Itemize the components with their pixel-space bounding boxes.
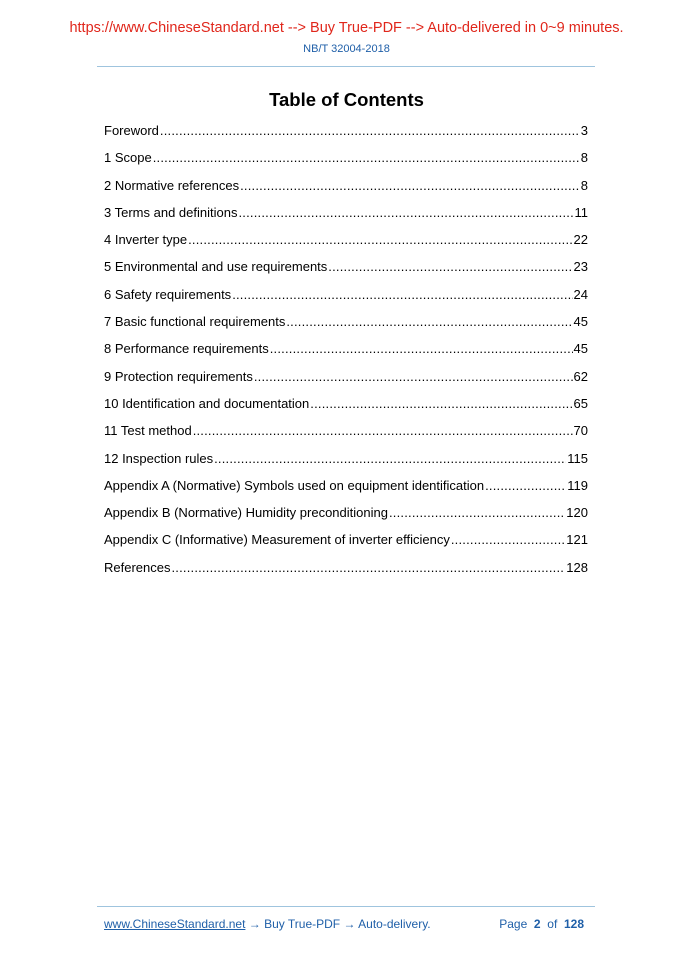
toc-entry-safety-requirements[interactable] (104, 286, 588, 313)
current-page-number: 2 (533, 917, 541, 931)
toc-entry-label: 12 Inspection rules (104, 450, 214, 466)
toc-entry-inspection-rules[interactable] (104, 450, 588, 477)
toc-entry-scope[interactable] (104, 149, 588, 176)
toc-entry-label: 9 Protection requirements (104, 368, 253, 384)
toc-dot-leader (389, 504, 565, 522)
toc-dot-leader (153, 149, 580, 167)
total-pages-number: 128 (563, 917, 584, 931)
toc-list (104, 122, 588, 586)
toc-entry-label: References (104, 559, 171, 575)
toc-entry-label: Appendix C (Informative) Measurement of inverter efficiency (104, 532, 450, 548)
toc-entry-page: 11 (574, 204, 588, 220)
toc-entry-label: 10 Identification and documentation (104, 395, 310, 411)
toc-entry-identification-and-documentation[interactable] (104, 395, 588, 422)
toc-entry-label: 8 Performance requirements (104, 341, 269, 357)
toc-entry-protection-requirements[interactable] (104, 368, 588, 395)
toc-entry-test-method[interactable] (104, 422, 588, 449)
footer-delivery-text: Auto-delivery. (358, 917, 431, 931)
toc-entry-page: 62 (573, 368, 588, 384)
toc-entry-label: Appendix B (Normative) Humidity preconditioning (104, 505, 388, 521)
toc-entry-appendix-a[interactable] (104, 477, 588, 504)
toc-entry-page: 65 (573, 395, 588, 411)
toc-dot-leader (232, 286, 572, 304)
toc-entry-page: 24 (573, 286, 588, 302)
toc-entry-label: 11 Test method (104, 423, 192, 439)
toc-entry-label: 7 Basic functional requirements (104, 314, 286, 330)
toc-entry-normative-references[interactable] (104, 177, 588, 204)
toc-entry-label: 2 Normative references (104, 177, 240, 193)
toc-entry-page: 3 (580, 123, 588, 138)
toc-entry-label: 4 Inverter type (104, 232, 188, 248)
toc-entry-page: 115 (567, 450, 588, 466)
page-counter (499, 916, 584, 932)
toc-entry-label: Foreword (104, 123, 159, 138)
toc-entry-basic-functional-requirements[interactable] (104, 313, 588, 340)
toc-dot-leader (310, 395, 572, 413)
page-word: Page (499, 917, 528, 931)
arrow-right-icon: → (248, 917, 261, 931)
toc-entry-references[interactable] (104, 559, 588, 586)
toc-entry-page: 22 (573, 232, 588, 248)
toc-entry-page: 45 (573, 314, 588, 330)
toc-entry-performance-requirements[interactable] (104, 340, 588, 367)
arrow-right-icon: → (343, 917, 356, 931)
toc-dot-leader (270, 340, 573, 358)
toc-entry-page: 121 (566, 532, 588, 548)
toc-entry-environmental-requirements[interactable] (104, 258, 588, 285)
toc-dot-leader (214, 450, 566, 468)
toc-entry-appendix-b[interactable] (104, 504, 588, 531)
toc-dot-leader (160, 122, 580, 140)
of-word: of (547, 917, 558, 931)
toc-entry-label: 3 Terms and definitions (104, 204, 238, 220)
toc-dot-leader (485, 477, 566, 495)
toc-entry-page: 120 (566, 505, 588, 521)
toc-entry-page: 23 (573, 259, 588, 275)
toc-entry-appendix-c[interactable] (104, 531, 588, 558)
toc-entry-foreword[interactable] (104, 122, 588, 149)
toc-dot-leader (188, 231, 572, 249)
toc-entry-label: Appendix A (Normative) Symbols used on equipment identification (104, 477, 485, 493)
footer-promo (104, 916, 431, 932)
promo-banner-link[interactable]: https://www.ChineseStandard.net --> Buy True-PDF --> Auto-delivered in 0~9 minutes. (69, 20, 624, 36)
toc-dot-leader (240, 177, 580, 195)
toc-entry-page: 8 (580, 177, 588, 193)
toc-dot-leader (171, 559, 565, 577)
toc-dot-leader (286, 313, 572, 331)
toc-entry-terms-and-definitions[interactable] (104, 204, 588, 231)
toc-entry-page: 128 (566, 559, 588, 575)
toc-entry-inverter-type[interactable] (104, 231, 588, 258)
toc-dot-leader (238, 204, 573, 222)
footer-site-link[interactable]: www.ChineseStandard.net (104, 917, 246, 931)
toc-entry-label: 6 Safety requirements (104, 286, 232, 302)
toc-entry-page: 119 (567, 477, 588, 493)
toc-dot-leader (193, 422, 573, 440)
toc-dot-leader (328, 258, 572, 276)
toc-entry-page: 8 (580, 150, 588, 166)
toc-entry-label: 1 Scope (104, 150, 152, 166)
toc-entry-page: 45 (573, 341, 588, 357)
footer-buy-text: Buy True-PDF (264, 917, 341, 931)
standard-code: NB/T 32004-2018 (303, 43, 390, 55)
toc-entry-label: 5 Environmental and use requirements (104, 259, 328, 275)
promo-banner[interactable] (0, 19, 693, 37)
toc-title: Table of Contents (269, 89, 424, 110)
toc-dot-leader (254, 368, 573, 386)
toc-entry-page: 70 (573, 423, 588, 439)
toc-dot-leader (451, 531, 565, 549)
footer-divider (97, 906, 595, 907)
header-divider (97, 66, 595, 67)
